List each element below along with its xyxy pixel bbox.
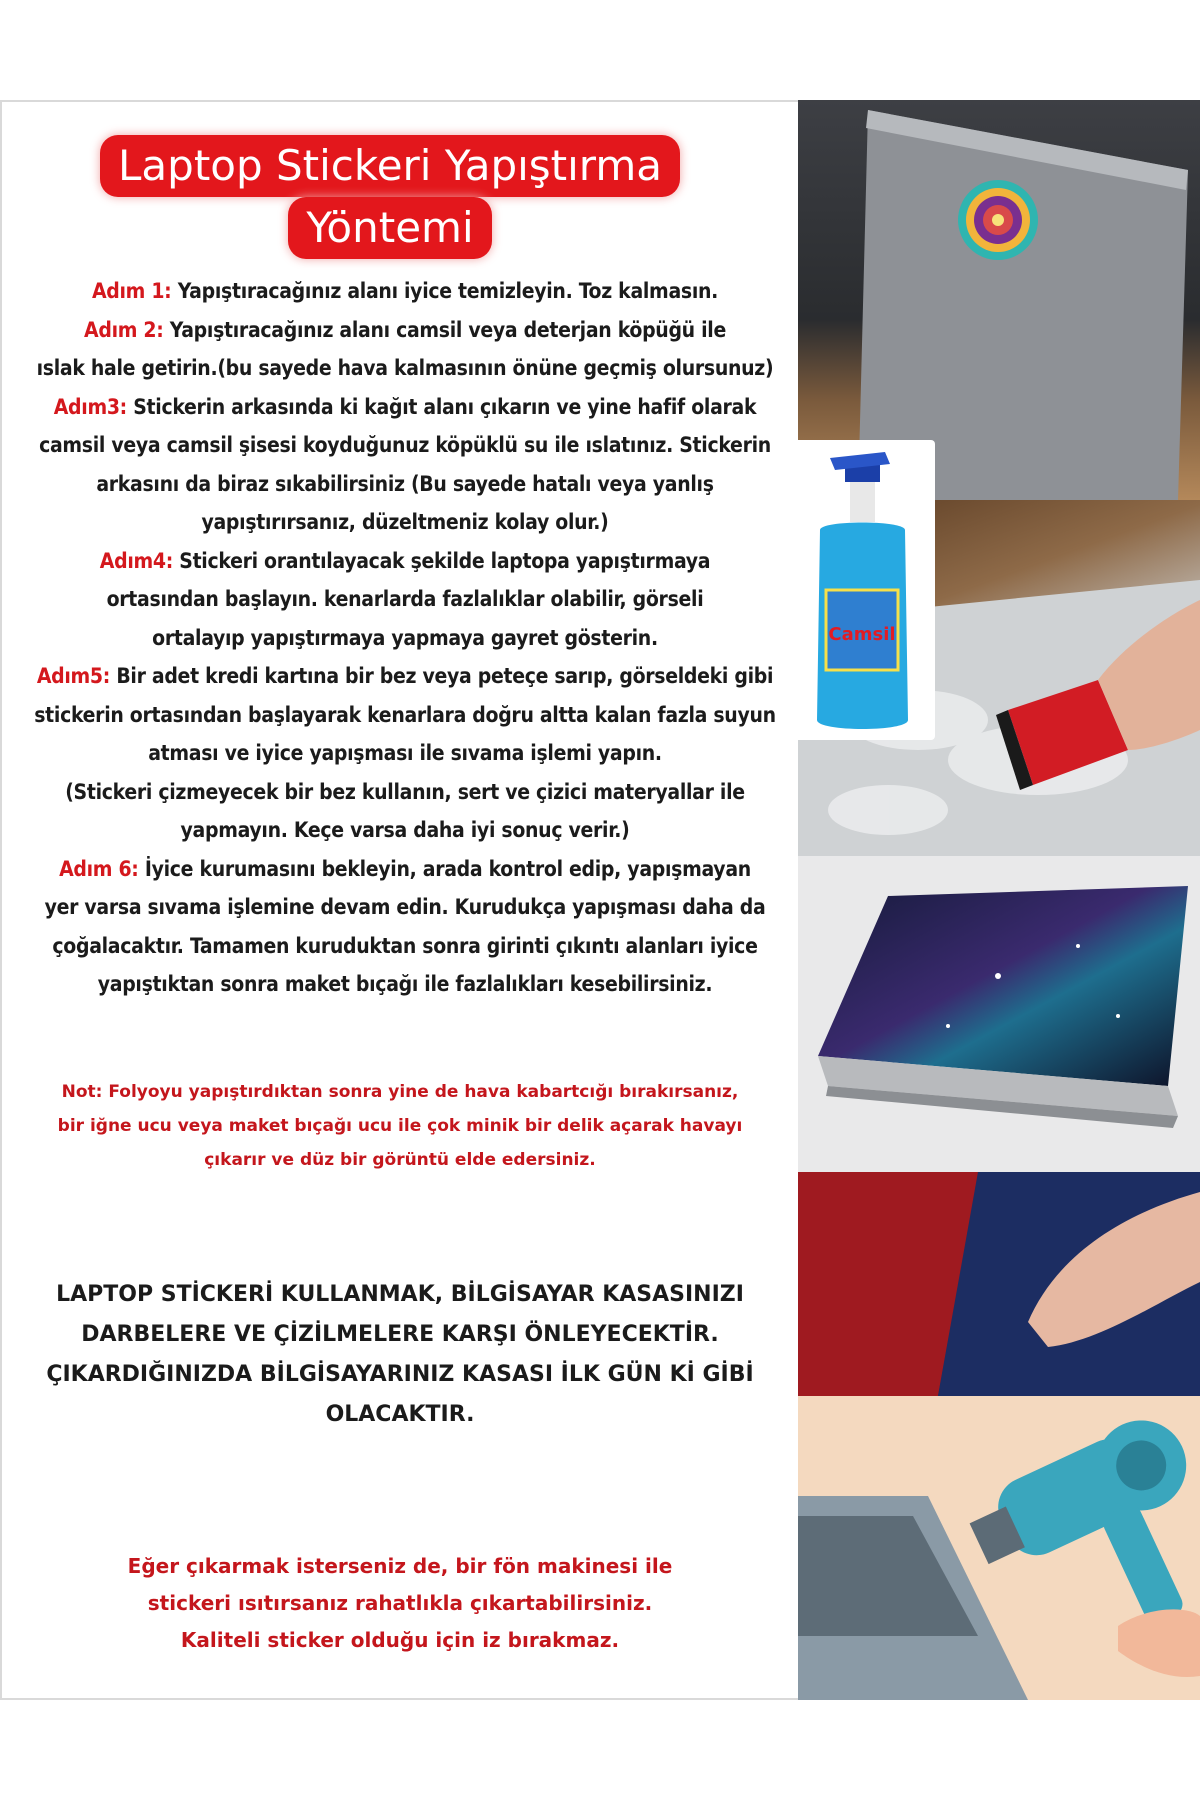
hair-dryer-illustration [798, 1396, 1200, 1700]
step-3 [20, 388, 790, 427]
step-4 [20, 542, 790, 581]
step-line: yapıştıktan sonra maket bıçağı ile fazlalıkları kesebilirsiniz. [97, 972, 713, 996]
step-line: arkasını da biraz sıkabilirsiniz (Bu sayede hatalı veya yanlış [96, 471, 714, 496]
finger-press-photo [798, 1172, 1200, 1396]
step-label: Adım5: [36, 664, 111, 688]
step-label: Adım4: [99, 548, 173, 573]
removal-tip [60, 1548, 740, 1659]
note-line: Not: Folyoyu yapıştırdıktan sonra yine de hava kabartcığı bırakırsanız, [61, 1082, 739, 1102]
step-label: Adım3: [53, 394, 127, 419]
title-banner [40, 135, 740, 259]
note-line: çıkarır ve düz bir görüntü elde edersiniz. [204, 1150, 596, 1170]
note-line: bir iğne ucu veya maket bıçağı ucu ile çok minik bir delik açarak havayı [57, 1116, 743, 1136]
step-1 [20, 272, 790, 311]
protection-notice [40, 1275, 760, 1435]
step-label: Adım 1: [91, 279, 172, 303]
notice-line: DARBELERE VE ÇİZİLMELERE KARŞI ÖNLEYECEKTİR. [81, 1322, 719, 1347]
step-line: ortalayıp yapıştırmaya yapmaya gayret gösterin. [152, 625, 658, 650]
step-text: Bir adet kredi kartına bir bez veya peteçe sarıp, görseldeki gibi [116, 664, 774, 688]
step-line: camsil veya camsil şisesi koyduğunuz köpüklü su ile ıslatınız. Stickerin [39, 433, 771, 457]
step-line: yapmayın. Keçe varsa daha iyi sonuç verir.) [180, 818, 630, 842]
notice-line: OLACAKTIR. [325, 1402, 475, 1427]
steps-list [20, 272, 790, 1004]
step-line: (Stickeri çizmeyecek bir bez kullanın, sert ve çizici materyallar ile [65, 779, 745, 804]
step-text: Stickeri orantılayacak şekilde laptopa yapıştırmaya [179, 548, 711, 573]
galaxy-laptop-photo [798, 856, 1200, 1172]
bubble-note [40, 1075, 760, 1177]
title-line-1: Laptop Stickeri Yapıştırma [100, 135, 680, 197]
step-label: Adım 2: [84, 317, 164, 342]
step-text: Yapıştıracağınız alanı camsil veya deterjan köpüğü ile [169, 317, 726, 342]
step-text: Stickerin arkasında ki kağıt alanı çıkarın ve yine hafif olarak [133, 394, 757, 419]
step-text: Yapıştıracağınız alanı iyice temizleyin. Toz kalmasın. [177, 279, 719, 303]
removal-line: Kaliteli sticker olduğu için iz bırakmaz. [180, 1628, 620, 1652]
step-line: stickerin ortasından başlayarak kenarlara doğru altta kalan fazla suyun [34, 702, 776, 727]
step-line: çoğalacaktır. Tamamen kuruduktan sonra girinti çıkıntı alanları iyice [52, 933, 758, 958]
removal-line: Eğer çıkarmak isterseniz de, bir fön makinesi ile [127, 1554, 673, 1578]
step-label: Adım 6: [59, 856, 139, 881]
step-6 [20, 850, 790, 889]
step-2 [20, 311, 790, 350]
step-line: yer varsa sıvama işlemine devam edin. Kurudukça yapışması daha da [44, 895, 766, 919]
step-5 [20, 657, 790, 696]
spray-bottle-image [790, 440, 935, 740]
bottle-label: Camsil [828, 624, 896, 645]
notice-line: ÇIKARDIĞINIZDA BİLGİSAYARINIZ KASASI İLK GÜN Kİ GİBİ [46, 1362, 754, 1387]
step-line: atması ve iyice yapışması ile sıvama işlemi yapın. [148, 741, 662, 765]
removal-line: stickeri ısıtırsanız rahatlıkla çıkartabilirsiniz. [147, 1591, 653, 1615]
step-line: ıslak hale getirin.(bu sayede hava kalmasının önüne geçmiş olursunuz) [36, 356, 774, 380]
notice-line: LAPTOP STİCKERİ KULLANMAK, BİLGİSAYAR KASASINIZI [56, 1282, 744, 1307]
step-line: ortasından başlayın. kenarlarda fazlalıklar olabilir, görseli [106, 587, 704, 611]
step-text: İyice kurumasını bekleyin, arada kontrol edip, yapışmayan [144, 856, 751, 881]
title-line-2: Yöntemi [288, 197, 491, 259]
step-line: yapıştırırsanız, düzeltmeniz kolay olur.) [201, 510, 609, 534]
